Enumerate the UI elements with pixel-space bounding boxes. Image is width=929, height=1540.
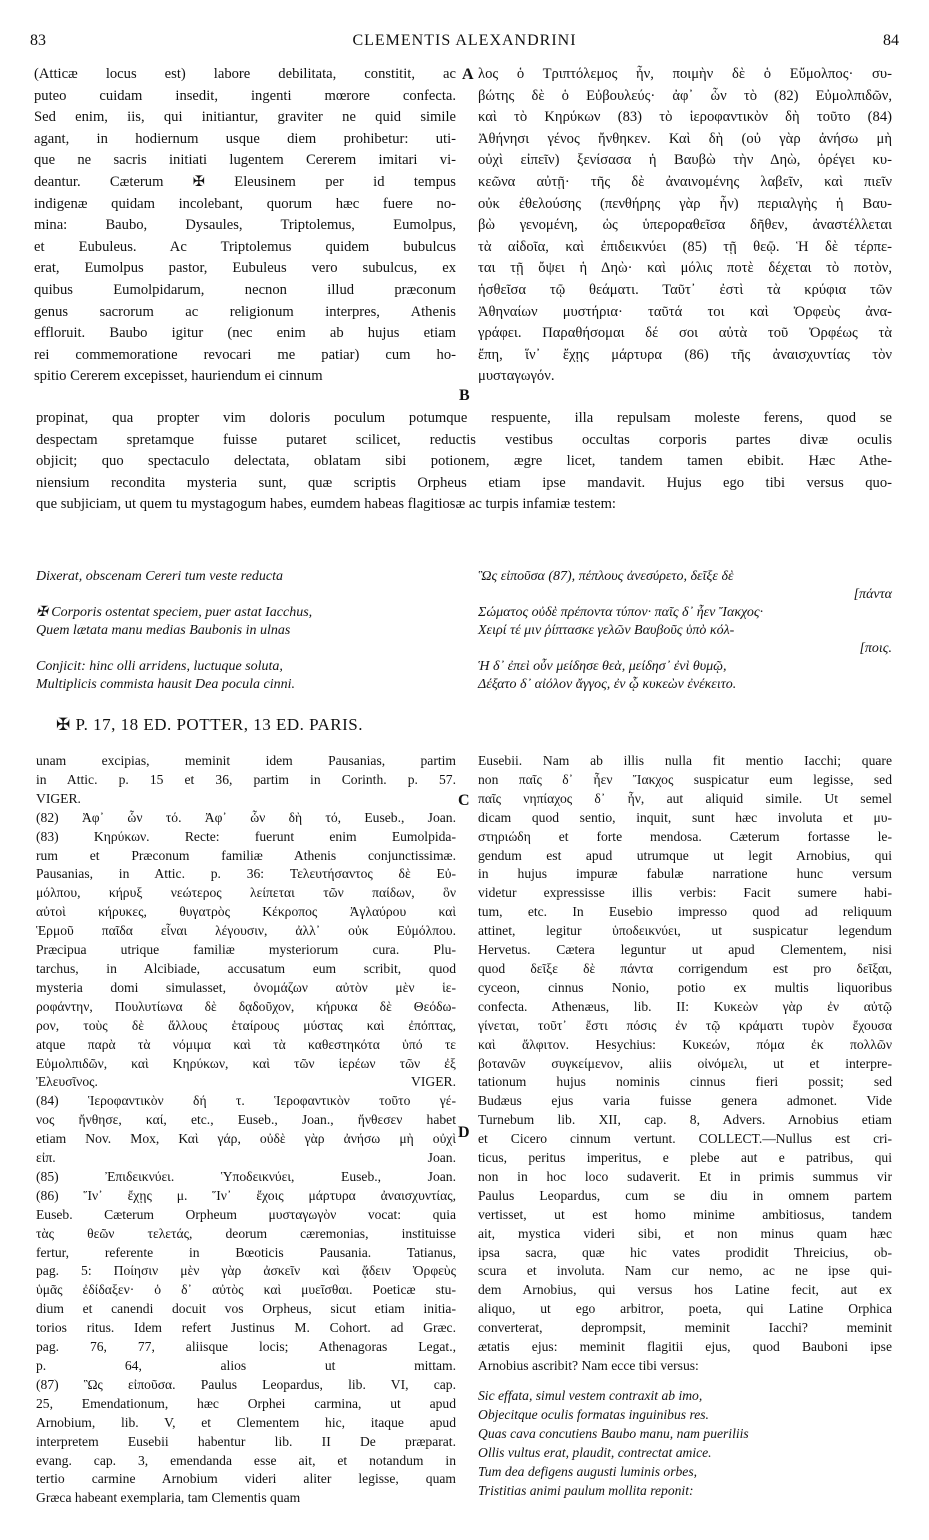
- margin-marker-c: C: [458, 792, 470, 809]
- note-line: torios ritus. Idem refert Justinus M. Cohort. ad Græc.: [36, 1320, 456, 1336]
- note-line: converterat, deprompsit, meminit Iacchi? meminit: [478, 1320, 892, 1336]
- text-line: genus sacrorum ac religionum interpres, Athenis: [34, 303, 456, 320]
- verse-line: [36, 586, 456, 604]
- verse-line: Objecitque oculis formatas inguinibus res.: [478, 1407, 709, 1422]
- text-line: ἔπη, ἵν᾽ ἔχῃς μάρτυρα (86) τῆς ἀναισχυντίας τὸν: [478, 346, 892, 363]
- note-line: quod δεῖξε δὲ πάντα corrigendum est pro δεῖξαι,: [478, 960, 892, 976]
- text-line: οὐκ ἐθελούσης (πενθήρης γὰρ ἦν) περιαλγὴς ἡ Βαυ-: [478, 195, 892, 212]
- note-line: (87) Ὣς εἰποῦσα. Paulus Leopardus, lib. VI, cap.: [36, 1376, 456, 1392]
- note-line: ait, mystica videri sibi, et non minus quam hæc: [478, 1225, 892, 1241]
- text-line: niensium recondita mysteria sunt, quæ scriptis Orpheus etiam ipse mandavit. Hujus ego tibi versus quo-: [36, 474, 892, 491]
- text-line: que ne sacris initiati lugentem Cererem imitari vi-: [34, 152, 456, 169]
- note-line: videtur expressisse illis verbis: Facit sumere habi-: [478, 885, 892, 901]
- note-line: εἰπ. Joan.: [36, 1150, 456, 1166]
- note-line: ticus, peritus imperitus, e plebe aut e patribus, qui: [478, 1150, 892, 1166]
- verse-line: Ὣς εἰποῦσα (87), πέπλους ἀνεσύρετο, δεῖξε δὲ: [478, 569, 734, 584]
- text-line: βὼ γενομένη, ὡς ὑπεροραθεῖσα δῆθεν, ἀναστέλλεται: [478, 217, 892, 234]
- verse-line: Tristitias animi paulum mollita reponit:: [478, 1483, 694, 1498]
- note-line: Paulus Leopardus, cum se diu in omnem partem: [478, 1187, 892, 1203]
- text-line: spitio Cererem excepisset, hauriendum ei cinnum: [34, 368, 323, 385]
- text-line: effloruit. Baubo igitur (nec enim ab hujus etiam: [34, 325, 456, 342]
- verse-line: Quas cava concutiens Baubo manu, nam pueriliis: [478, 1426, 749, 1441]
- text-line: (Atticæ locus est) labore debilitata, constitit, ac: [34, 66, 456, 82]
- text-line: rei commemoratione revocari me patiar) cum ho-: [34, 346, 456, 363]
- text-line: Ἀθηναίων μυστήρια· ταῦτά τοι καὶ Ὀρφεὺς ἀνα-: [478, 303, 892, 320]
- running-title: CLEMENTIS ALEXANDRINI: [352, 32, 577, 49]
- text-line: mina: Baubo, Dysaules, Triptolemus, Eumolpus,: [34, 217, 456, 234]
- note-line: (82) Ἀφ᾽ ὧν τό. Ἀφ᾽ ὧν δὴ τό, Euseb., Joan.: [36, 809, 456, 825]
- margin-marker-b: B: [459, 387, 470, 404]
- note-line: Arnobius ascribit? Nam ecce tibi versus:: [478, 1358, 699, 1373]
- note-line: Præcipua utrique familiæ mysteriorum cura. Plu-: [36, 942, 456, 958]
- note-line: Εὐμολπιδῶν, καὶ Κηρύκων, καὶ τῶν ἱερέων τῶν ἐξ: [36, 1055, 456, 1071]
- note-line: στηριώδη et forte mendosa. Cæterum fortasse le-: [478, 828, 892, 844]
- note-line: Hervetus. Cætera leguntur ut apud Clementem, nisi: [478, 942, 892, 958]
- text-line: γράφει. Παραθήσομαι δέ σοι αὐτὰ τοῦ Ὀρφέως τὰ: [478, 325, 892, 342]
- text-line: ἡσθεῖσα τῷ θεάματι. Ταῦτ᾽ ἐστὶ τὰ κρύφια τῶν: [478, 281, 892, 298]
- note-line: Eusebii. Nam ab illis nulla fit mentio Iacchi; quare: [478, 753, 892, 768]
- note-line: tarchus, in Alcibiade, accusatum eum scribit, quod: [36, 960, 456, 976]
- note-line: Ἐλευσῖνος. VIGER.: [36, 1074, 456, 1090]
- note-line: in hujus impuræ fabulæ narratione hunc versum: [478, 866, 892, 882]
- text-line: despectam spretamque fuisse putaret scilicet, reductis vestibus occultas corporis partes divæ oculis: [36, 431, 892, 448]
- verse-line: [πάντα: [853, 587, 892, 602]
- note-line: Ἑρμοῦ παῖδα εἶναι λέγουσιν, ἀλλ᾽ οὐκ Εὐμόλπου.: [36, 923, 456, 939]
- text-line: μυσταγωγόν.: [478, 368, 555, 385]
- note-line: evang. cap. 3, emendanda esse ait, et notandum in: [36, 1452, 456, 1468]
- note-line: Pausanias, in Attic. p. 36: Τελευτήσαντος δὲ Εὐ-: [36, 866, 456, 882]
- note-line: non in hoc loco sudaverit. Et in primis summus vir: [478, 1168, 892, 1184]
- note-line: 25, Emendationum, hæc Orphei carmina, ut apud: [36, 1395, 456, 1411]
- note-line: (86) Ἵν᾽ ἔχῃς μ. Ἵν᾽ ἔχοις μάρτυρα ἀναισχυντίας,: [36, 1187, 456, 1203]
- note-line: Euseb. Cæterum Orpheum μυσταγωγὸν vocat: quia: [36, 1206, 456, 1222]
- note-line: νος ἤνθησε, καί, etc., Euseb., Joan., ἤνθεσεν habet: [36, 1112, 456, 1128]
- verse-line: Δέξατο δ᾽ αἰόλον ἄγγος, ἐν ᾧ κυκεὼν ἐνέκειτο.: [478, 677, 737, 692]
- note-line: dem Arnobius, qui versus hos Latine fecit, aut ex: [478, 1282, 892, 1298]
- text-line: agant, in hodiernum usque diem prohibetur: uti-: [34, 130, 456, 147]
- text-line: quibus Eumolpidarum, necnon illud præconum: [34, 281, 456, 298]
- text-line: deantur. Cæterum ✠ Eleusinem per id tempus: [34, 173, 456, 190]
- note-line: attinet, legitur ὑποδεικνύει, ut suspicatur legendum: [478, 923, 892, 939]
- verse-line: Multiplicis commista hausit Dea pocula cinni.: [36, 677, 295, 692]
- note-line: etiam Nov. Mox, Καὶ γάρ, οὐδὲ γὰρ ἀνήσω μὴ οὐχὶ: [36, 1131, 456, 1147]
- note-line: vertisset, ut est homo minime ambitiosus, tandem: [478, 1206, 892, 1222]
- note-line: mysteria domi simulasset, ὀνομάζων αὐτὸν μὲν ἱε-: [36, 979, 456, 995]
- note-line: dium et canendi docuit vos Orpheus, sicut etiam initia-: [36, 1301, 456, 1317]
- note-line: in Attic. p. 15 et 36, partim in Corinth. p. 57.: [36, 771, 456, 787]
- note-line: tertio carmine Arnobium videri aliter legisse, quam: [36, 1471, 456, 1487]
- note-line: rum et Præconum familiæ Athenis conjunctissimæ.: [36, 847, 456, 863]
- text-line: propinat, qua propter vim doloris poculum potumque respuente, illa repulsam moleste ferens, quod se: [36, 410, 892, 426]
- note-line: Turnebum lib. XII, cap. 8, Advers. Arnobius etiam: [478, 1112, 892, 1128]
- note-line: dicam quod sentio, inquit, sunt hæc involuta et μυ-: [478, 809, 892, 825]
- margin-marker-a: A: [462, 66, 474, 83]
- footnotes-left-column: [36, 752, 456, 1508]
- note-line: gendum est apud utrumque ut legit Arnobius, qui: [478, 847, 892, 863]
- note-line: tum, etc. In Eusebio impresso quod ad reliquum: [478, 904, 892, 920]
- note-line: (83) Κηρύκων. Recte: fuerunt enim Eumolpida-: [36, 828, 456, 844]
- right-page-number: 84: [883, 32, 899, 49]
- note-line: p. 64, alios ut mittam.: [36, 1358, 456, 1373]
- note-line: τὰς θεῶν τελετάς, deorum cæremonias, instituisse: [36, 1225, 456, 1241]
- note-line: αὐτοὶ κήρυκες, θυγατρὸς Κέκροπος Ἀγλαύρου καὶ: [36, 904, 456, 920]
- edition-reference: ✠ P. 17, 18 ED. POTTER, 13 ED. PARIS.: [56, 715, 363, 734]
- note-line: Budæus ejus varia fuisse genera admonet. Vide: [478, 1093, 892, 1109]
- note-line: ροφάντην, Πουλυτίωνα δὲ δᾳδοῦχον, κήρυκα δὲ Θεόδω-: [36, 998, 456, 1014]
- footnote-verse: [478, 1386, 892, 1500]
- verse-line: Χειρί τέ μιν ῥίπτασκε γελῶν Βαυβοῦς ὑπὸ κόλ-: [478, 623, 735, 638]
- verse-line: Conjicit: hinc olli arridens, luctuque soluta,: [36, 659, 283, 674]
- text-line: que subjiciam, ut quem tu mystagogum habes, eumdem habeas flagitiosæ ac turpis infamiæ testem:: [36, 496, 616, 513]
- verse-line: Ollis vultus erat, plaudit, contrectat amice.: [478, 1445, 712, 1460]
- verse-line: Σώματος οὐδὲ πρέποντα τύπον· παῖς δ᾽ ἦεν Ἴακχος·: [478, 605, 764, 620]
- text-line: καὶ τὸ Κηρύκων (83) τὸ ἱεροφαντικὸν δὴ τοῦτο (84): [478, 109, 892, 126]
- verse-line: Quem lætata manu medias Baubonis in ulnas: [36, 623, 291, 638]
- text-line: et Eubuleus. Ac Triptolemus quidem bubulcus: [34, 238, 456, 255]
- text-line: ται τῇ ὄψει ἡ Δηὼ· καὶ μόλις ποτὲ δέχεται τὸ ποτὸν,: [478, 260, 892, 277]
- text-line: κεῶνα αὐτῇ· τῆς δὲ ἀναινομένης λαβεῖν, καὶ πιεῖν: [478, 173, 892, 190]
- text-line: τὰ αἰδοῖα, καὶ ἐπιδεικνύει (85) τῇ θεῷ. Ἡ δὲ τέρπε-: [478, 238, 892, 255]
- note-line: (84) Ἱεροφαντικὸν δή τ. Ἱεροφαντικὸν τοῦτο γέ-: [36, 1093, 456, 1109]
- note-line: Arnobium, lib. V, et Clementem hic, itaque apud: [36, 1414, 456, 1430]
- verse-line: Dixerat, obscenam Cereri tum veste reducta: [36, 569, 284, 584]
- verse-line: [36, 640, 456, 658]
- text-line: βώτης δὲ ὁ Εὐβουλεύς· ἀφ᾽ ὧν τὸ (82) Εὐμολπιδῶν,: [478, 87, 892, 104]
- note-line: pag. 5: Ποίησιν μὲν γὰρ ἀσκεῖν καὶ ᾄδειν Ὀρφεὺς: [36, 1263, 456, 1279]
- note-line: pag. 76, 77, aliisque locis; Athenagoras Legat.,: [36, 1339, 456, 1355]
- note-line: μόλπου, κήρυξ νεώτερος λείπεται τῶν παίδων, ὃν: [36, 885, 456, 901]
- verse-line: ✠ Corporis ostentat speciem, puer astat Iacchus,: [36, 605, 313, 620]
- text-line: Sed enim, iis, qui initiantur, graviter ne quid simile: [34, 109, 456, 126]
- note-line: et Cicero cinnum vertunt. COLLECT.—Nullus est cri-: [478, 1131, 892, 1147]
- note-line: confecta. Athenæus, lib. II: Κυκεὼν γὰρ ἐν αὐτῷ: [478, 998, 892, 1014]
- note-line: aliquo, ut ego arbitror, poeta, qui Latine Orphica: [478, 1301, 892, 1317]
- latin-verse: [36, 568, 456, 694]
- text-line: οὐχὶ εἰπεῖν) ξενίσασα ἡ Βαυβὼ τὴν Δηὼ, ὀρέγει κυ-: [478, 152, 892, 169]
- left-page-number: 83: [30, 32, 46, 49]
- text-line: erat, Eumolpus pastor, Eubuleus vero subulcus, ex: [34, 260, 456, 277]
- note-line: (85) Ἐπιδεικνύει. Ὑποδεικνύει, Euseb., Joan.: [36, 1168, 456, 1184]
- note-line: VIGER.: [36, 790, 81, 806]
- note-line: interpretem Eusebii habentur lib. II De præparat.: [36, 1433, 456, 1449]
- text-line: λος ὁ Τριπτόλεμος ἦν, ποιμὴν δὲ ὁ Εὔμολπος· συ-: [478, 66, 892, 82]
- greek-verse: [478, 568, 892, 694]
- latin-text-column: [34, 64, 456, 388]
- note-line: καὶ ἄλφιτον. Hesychius: Κυκεών, πόμα ἐκ πολλῶν: [478, 1036, 892, 1052]
- note-line: atque παρὰ τὰ νόμιμα καὶ τὰ καθεστηκότα ὑπό τε: [36, 1036, 456, 1052]
- verse-line: Tum dea defigens augusti luminis orbes,: [478, 1464, 698, 1479]
- greek-text-column: [478, 64, 892, 388]
- footnotes-right-column: [478, 752, 892, 1376]
- note-line: ætatis ejus: meminit flagitii ejus, quod Bauboni ipse: [478, 1339, 892, 1355]
- note-line: Græca habeant exemplaria, tam Clementis quam: [36, 1490, 301, 1506]
- note-line: tationum hujus nominis cinnus fieri possit; sed: [478, 1074, 892, 1090]
- note-line: ὑμᾶς ἐδίδαξεν· ὁ δ᾽ αὐτὸς καὶ μυεῖσθαι. Poeticæ stu-: [36, 1282, 456, 1298]
- note-line: ρον, τοὺς δὲ ἄλλους ἑταίρους μύστας καὶ ἐπόπτας,: [36, 1017, 456, 1033]
- note-line: fertur, referente in Bœoticis Pausania. Tatianus,: [36, 1244, 456, 1260]
- full-width-paragraph: [36, 408, 892, 516]
- verse-line: Sic effata, simul vestem contraxit ab imo,: [478, 1388, 703, 1403]
- verse-line: [ποις.: [859, 641, 892, 656]
- note-line: παῖς νηπίαχος δ᾽ ἦν, aut aliquid simile. Ut semel: [478, 790, 892, 806]
- note-line: ipsa sacra, quæ hic vates prodidit Threicius, ob-: [478, 1244, 892, 1260]
- note-line: scura et involuta. Nam cur nemo, ac ne ipse qui-: [478, 1263, 892, 1279]
- running-header: [30, 32, 899, 58]
- note-line: unam excipias, meminit idem Pausanias, partim: [36, 753, 456, 768]
- text-line: indigenæ quidam incolebant, quorum hæc fuere no-: [34, 195, 456, 212]
- note-line: γίνεται, τοῦτ᾽ ἔστι πόσις ἐν τῷ κράματι τυρὸν ἔχουσα: [478, 1017, 892, 1033]
- text-line: puteo cuidam insedit, ingenti mœrore confecta.: [34, 87, 456, 104]
- text-line: objicit; quo spectaculo delectata, oblatam sibi potionem, ægre licet, tandem tamen ebibit. Hæc Athe-: [36, 453, 892, 470]
- note-line: non παῖς δ᾽ ἦεν Ἴακχος suspicatur eum legisse, sed: [478, 771, 892, 787]
- text-line: Ἀθήνησι γένος ἤνθηκεν. Καὶ δὴ (οὐ γὰρ ἀνήσω μὴ: [478, 130, 892, 147]
- note-line: cyceon, cinnus Nonio, potio ex multis liquoribus: [478, 979, 892, 995]
- margin-marker-d: D: [458, 1124, 470, 1141]
- note-line: βοτανῶν συγκείμενον, aliis οἰνόμελι, ut et interpre-: [478, 1055, 892, 1071]
- verse-line: Ἡ δ᾽ ἐπεὶ οὖν μείδησε θεὰ, μείδησ᾽ ἐνὶ θυμῷ,: [478, 659, 727, 674]
